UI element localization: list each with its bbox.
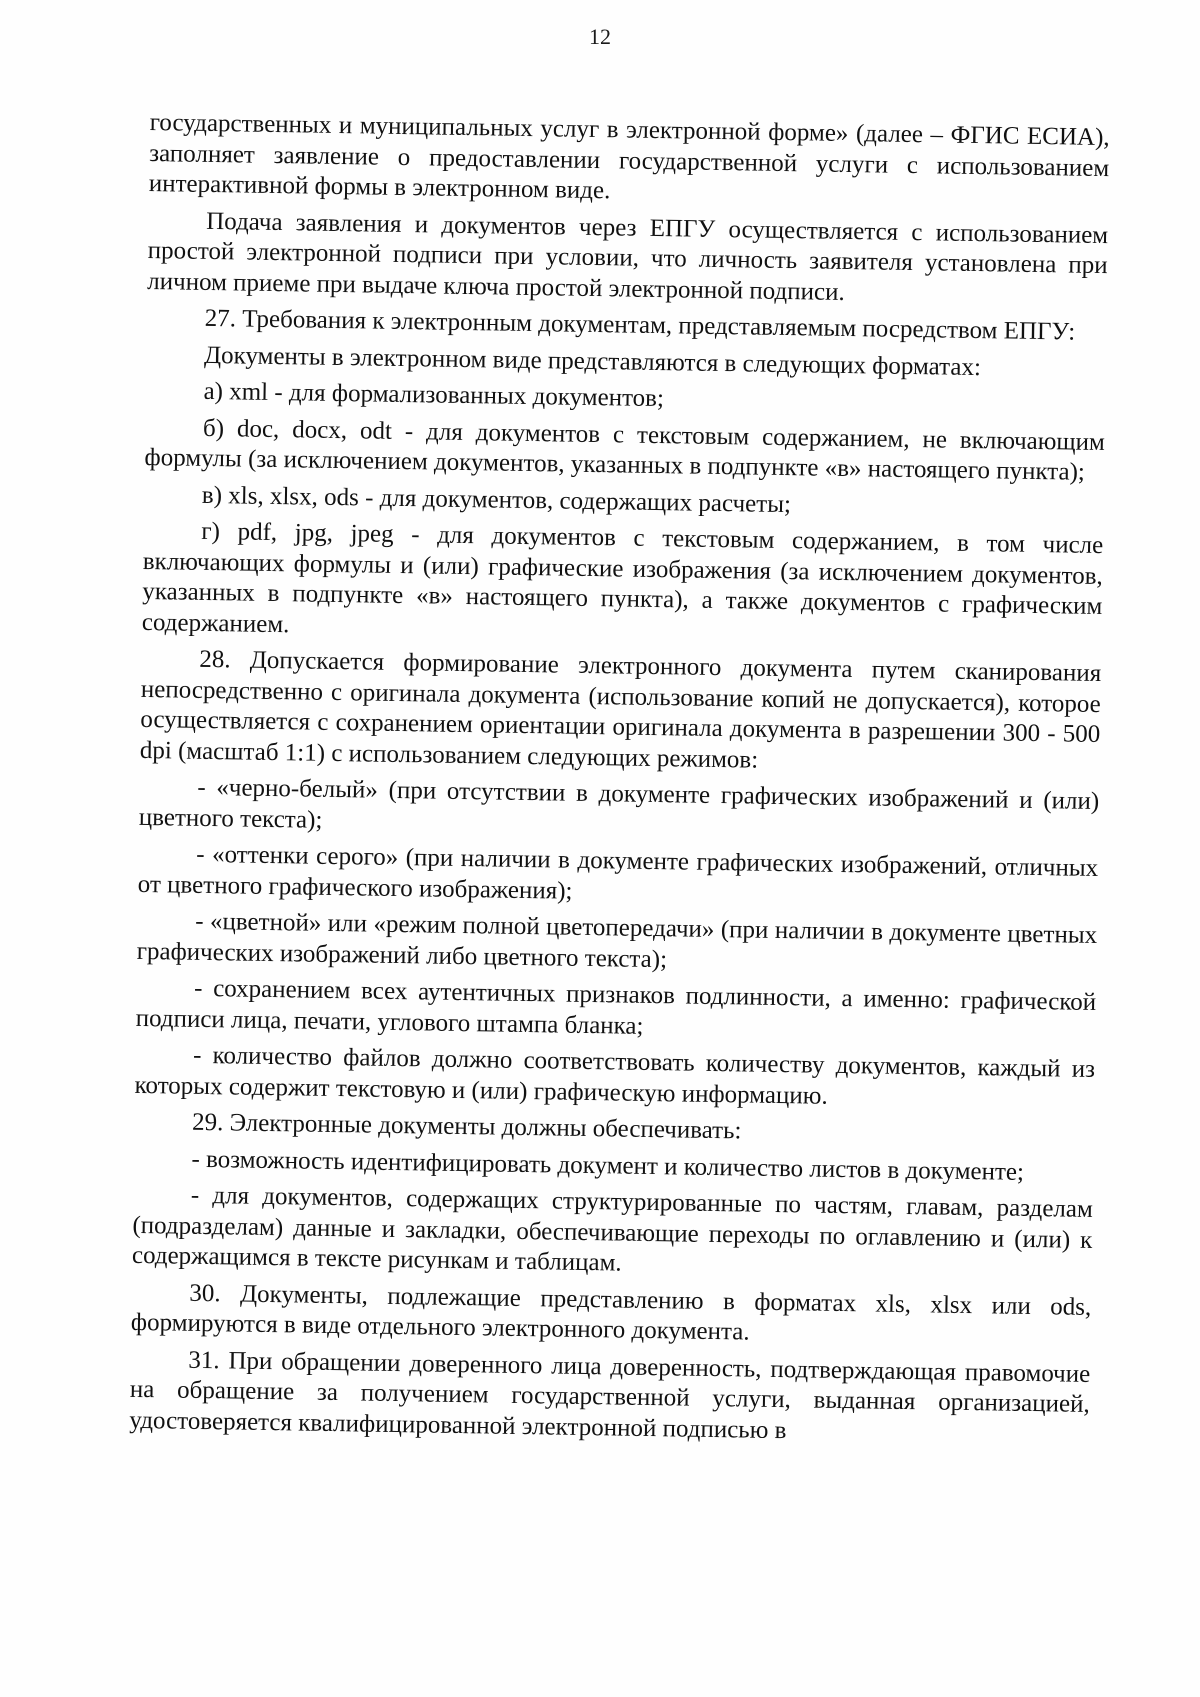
paragraph: - для документов, содержащих структурированные по частям, главам, разделам (подразделам) данные и закладки, обеспечивающие переходы по оглавлению и (или) к содержащимся в тексте рисункам и таблицам. <box>131 1181 1094 1277</box>
paragraph: г) pdf, jpg, jpeg - для документов с текстовым содержанием, в том числе включающих формулы и (или) графические изображения (за исключением документов, указанных в подпункте «в» настоящего пункта), а также документов с графическим содержанием. <box>141 517 1104 638</box>
paragraph: 28. Допускается формирование электронного документа путем сканирования непосредственно с оригинала документа (использование копий не допускается), которое осуществляется с сохранением ориентации оригинала документа в разрешении 300 - 500 dpi (масштаб 1:1) с использованием следующих режимов: <box>139 645 1102 774</box>
paragraph: б) doc, docx, odt - для документов с текстовым содержанием, не включающим формулы (за исключением документов, указанных в подпункте «в» настоящего пункта); <box>144 414 1106 486</box>
paragraph: - «оттенки серого» (при наличии в документе графических изображений, отличных от цветного графического изображения); <box>137 840 1099 905</box>
paragraph: государственных и муниципальных услуг в электронной форме» (далее – ФГИС ЕСИА), заполняет заявление о предоставлении государственной услуги с использованием интерактивной формы в электронном виде. <box>148 108 1110 205</box>
paragraph: Документы в электронном виде представляются в следующих форматах: <box>203 341 982 381</box>
paragraph: - «цветной» или «режим полной цветопередачи» (при наличии в документе цветных графических изображений либо цветного текста); <box>136 907 1098 973</box>
paragraph: 30. Документы, подлежащие представлению в форматах xls, xlsx или ods, формируются в виде отдельного электронного документа. <box>130 1279 1092 1346</box>
paragraph: - возможность идентифицировать документ и количество листов в документе; <box>191 1145 1025 1186</box>
paragraph: Подача заявления и документов через ЕПГУ осуществляется с использованием простой электронной подписи при условии, что личность заявителя установлена при личном приеме при выдаче ключа простой электронной подписи. <box>147 207 1109 306</box>
paragraph: 29. Электронные документы должны обеспечивать: <box>191 1108 742 1145</box>
paragraph: - сохранением всех аутентичных признаков подлинности, а именно: графической подписи лица, печати, углового штампа бланка; <box>135 974 1097 1040</box>
paragraph: 27. Требования к электронным документам, представляемым посредством ЕПГУ: <box>204 304 1076 346</box>
paragraph: - количество файлов должно соответствовать количеству документов, каждый из которых содержит текстовую и (или) графическую информацию. <box>134 1041 1096 1110</box>
page-number: 12 <box>589 24 611 49</box>
document-body <box>129 108 1110 1457</box>
paragraph: - «черно-белый» (при отсутствии в документе графических изображений и (или) цветного текста); <box>138 773 1100 834</box>
paragraph: в) xls, xlsx, ods - для документов, содержащих расчеты; <box>201 481 792 518</box>
paragraph: 31. При обращении доверенного лица доверенность, подтверждающая правомочие на обращение за получением государственной услуги, выданная организацией, удостоверяется квалифицированной электронной подписью в <box>129 1346 1091 1444</box>
paragraph: а) xml - для формализованных документов; <box>203 377 665 413</box>
